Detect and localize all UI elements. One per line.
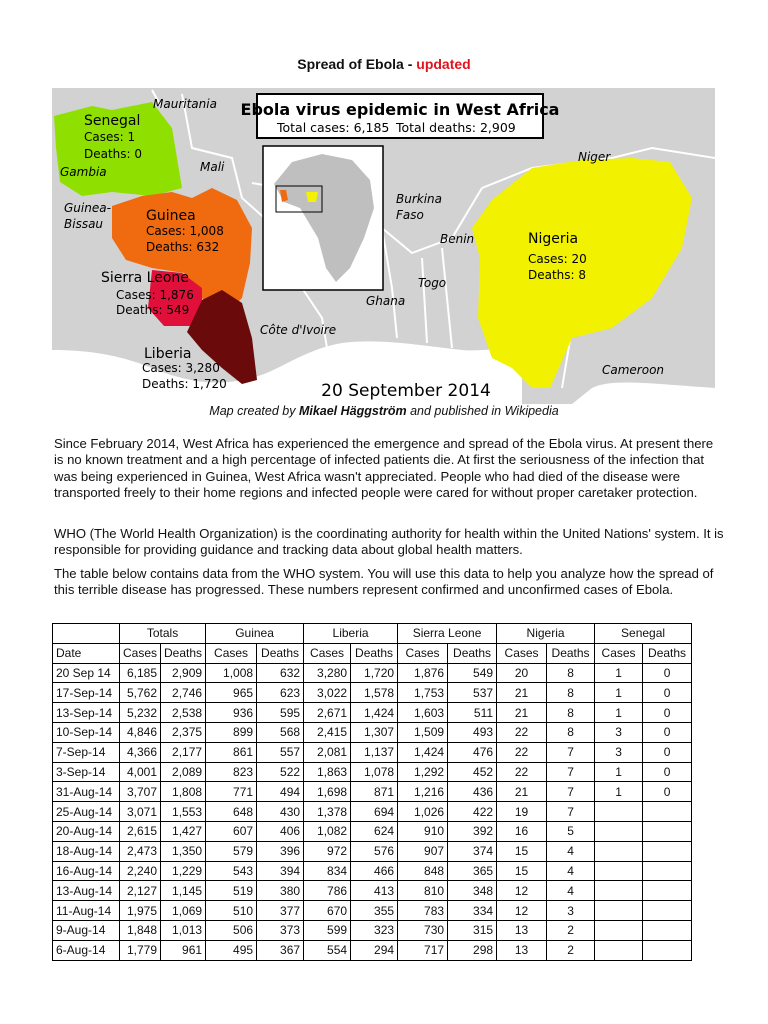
table-row	[53, 881, 692, 901]
value-cell: 1,026	[398, 802, 448, 822]
value-cell: 22	[497, 762, 547, 782]
value-cell: 495	[206, 940, 257, 960]
value-cell: 430	[257, 802, 304, 822]
value-cell: 1,779	[120, 940, 161, 960]
value-cell: 554	[304, 940, 351, 960]
updated-label: updated	[416, 56, 471, 72]
value-cell: 1,553	[161, 802, 206, 822]
table-column-header-row	[53, 643, 692, 663]
value-cell: 0	[643, 782, 692, 802]
value-cell: 4	[547, 881, 595, 901]
value-cell: 1,307	[351, 722, 398, 742]
value-cell: 2,473	[120, 841, 161, 861]
value-cell: 493	[448, 722, 497, 742]
value-cell: 899	[206, 722, 257, 742]
table-row	[53, 683, 692, 703]
value-cell: 1,427	[161, 821, 206, 841]
value-cell: 3	[547, 901, 595, 921]
table-row	[53, 762, 692, 782]
table-row	[53, 782, 692, 802]
table-row	[53, 841, 692, 861]
sierra-leone-deaths: Deaths: 549	[116, 303, 190, 317]
value-cell: 348	[448, 881, 497, 901]
value-cell	[595, 802, 643, 822]
value-cell: 599	[304, 920, 351, 940]
value-cell: 2,081	[304, 742, 351, 762]
value-cell: 3,071	[120, 802, 161, 822]
table-row	[53, 901, 692, 921]
cases-header: Cases	[304, 643, 351, 663]
date-cell: 17-Sep-14	[53, 683, 120, 703]
value-cell: 315	[448, 920, 497, 940]
group-header: Senegal	[595, 624, 692, 644]
date-cell: 16-Aug-14	[53, 861, 120, 881]
who-paragraph: WHO (The World Health Organization) is the coordinating authority for health within the United Nations' system. It is responsible for providing guidance and tracking data about global health matters.	[54, 526, 724, 558]
value-cell: 422	[448, 802, 497, 822]
value-cell: 834	[304, 861, 351, 881]
value-cell: 783	[398, 901, 448, 921]
deaths-header: Deaths	[351, 643, 398, 663]
group-header: Totals	[120, 624, 206, 644]
value-cell: 936	[206, 703, 257, 723]
date-cell: 18-Aug-14	[53, 841, 120, 861]
value-cell	[643, 841, 692, 861]
cases-header: Cases	[497, 643, 547, 663]
value-cell: 2,538	[161, 703, 206, 723]
intro-paragraph: Since February 2014, West Africa has experienced the emergence and spread of the Ebola virus. At present there is no known treatment and a high percentage of infected patients die. At first the seriousness of the infection that was being experienced in Guinea, West Africa wasn't appreciated. People who had died of the disease were transported freely to their home regions and infected people were cared for without proper caretaker protection.	[54, 436, 714, 501]
label-guinea-bissau-2: Bissau	[64, 217, 104, 231]
date-cell: 6-Aug-14	[53, 940, 120, 960]
date-cell: 9-Aug-14	[53, 920, 120, 940]
value-cell: 4	[547, 841, 595, 861]
value-cell: 7	[547, 782, 595, 802]
value-cell: 7	[547, 762, 595, 782]
value-cell: 786	[304, 881, 351, 901]
value-cell	[595, 881, 643, 901]
label-guinea-bissau-1: Guinea-	[64, 201, 111, 215]
group-header: Liberia	[304, 624, 398, 644]
table-row	[53, 703, 692, 723]
table-row	[53, 821, 692, 841]
label-cote: Côte d'Ivoire	[260, 323, 337, 337]
value-cell: 2	[547, 920, 595, 940]
value-cell	[643, 821, 692, 841]
value-cell: 670	[304, 901, 351, 921]
value-cell: 0	[643, 663, 692, 683]
value-cell: 2	[547, 940, 595, 960]
value-cell: 576	[351, 841, 398, 861]
value-cell: 22	[497, 722, 547, 742]
value-cell: 965	[206, 683, 257, 703]
value-cell: 355	[351, 901, 398, 921]
value-cell: 632	[257, 663, 304, 683]
value-cell: 549	[448, 663, 497, 683]
value-cell: 20	[497, 663, 547, 683]
value-cell: 1,424	[351, 703, 398, 723]
value-cell: 5,762	[120, 683, 161, 703]
value-cell: 771	[206, 782, 257, 802]
value-cell: 4,001	[120, 762, 161, 782]
epidemic-box-total-cases: Total cases: 6,185	[277, 120, 390, 135]
group-header: Nigeria	[497, 624, 595, 644]
value-cell: 476	[448, 742, 497, 762]
value-cell: 1	[595, 762, 643, 782]
value-cell: 1,848	[120, 920, 161, 940]
liberia-name: Liberia	[144, 346, 192, 362]
value-cell	[643, 881, 692, 901]
value-cell: 8	[547, 722, 595, 742]
date-cell: 20-Aug-14	[53, 821, 120, 841]
value-cell: 2,671	[304, 703, 351, 723]
value-cell: 823	[206, 762, 257, 782]
value-cell	[595, 901, 643, 921]
value-cell: 12	[497, 901, 547, 921]
value-cell: 377	[257, 901, 304, 921]
value-cell: 394	[257, 861, 304, 881]
value-cell: 1,292	[398, 762, 448, 782]
value-cell: 2,089	[161, 762, 206, 782]
value-cell: 519	[206, 881, 257, 901]
value-cell: 436	[448, 782, 497, 802]
value-cell: 8	[547, 663, 595, 683]
map-credit: Map created by Mikael Häggström and published in Wikipedia	[209, 404, 559, 418]
value-cell: 1,603	[398, 703, 448, 723]
cases-header: Cases	[595, 643, 643, 663]
value-cell	[595, 920, 643, 940]
value-cell: 2,375	[161, 722, 206, 742]
value-cell: 579	[206, 841, 257, 861]
map-author: Mikael Häggström	[298, 404, 407, 418]
label-togo: Togo	[418, 276, 447, 290]
table-row	[53, 802, 692, 822]
value-cell: 5	[547, 821, 595, 841]
label-niger: Niger	[578, 150, 611, 164]
value-cell	[595, 841, 643, 861]
value-cell: 717	[398, 940, 448, 960]
value-cell: 4	[547, 861, 595, 881]
value-cell: 4,846	[120, 722, 161, 742]
senegal-name: Senegal	[84, 113, 141, 129]
label-burkina-1: Burkina	[396, 192, 443, 206]
value-cell: 3,280	[304, 663, 351, 683]
value-cell: 2,415	[304, 722, 351, 742]
value-cell: 810	[398, 881, 448, 901]
page-title: Spread of Ebola - updated	[297, 56, 471, 72]
value-cell: 15	[497, 861, 547, 881]
value-cell: 1,509	[398, 722, 448, 742]
label-cameroon: Cameroon	[602, 363, 665, 377]
value-cell: 380	[257, 881, 304, 901]
value-cell: 511	[448, 703, 497, 723]
table-row	[53, 861, 692, 881]
value-cell: 22	[497, 742, 547, 762]
value-cell: 730	[398, 920, 448, 940]
value-cell: 334	[448, 901, 497, 921]
value-cell: 1,008	[206, 663, 257, 683]
value-cell: 2,909	[161, 663, 206, 683]
value-cell: 294	[351, 940, 398, 960]
guinea-deaths: Deaths: 632	[146, 240, 220, 254]
value-cell: 1,424	[398, 742, 448, 762]
value-cell: 2,127	[120, 881, 161, 901]
guinea-name: Guinea	[146, 208, 196, 224]
value-cell	[643, 802, 692, 822]
value-cell: 1,013	[161, 920, 206, 940]
epidemic-box-total-deaths: Total deaths: 2,909	[396, 120, 516, 135]
label-mali: Mali	[200, 160, 225, 174]
value-cell: 972	[304, 841, 351, 861]
value-cell: 392	[448, 821, 497, 841]
value-cell: 871	[351, 782, 398, 802]
value-cell: 21	[497, 703, 547, 723]
value-cell: 0	[643, 683, 692, 703]
epidemic-box-title: Ebola virus epidemic in West Africa	[240, 100, 560, 119]
value-cell: 6,185	[120, 663, 161, 683]
value-cell: 961	[161, 940, 206, 960]
value-cell: 1,216	[398, 782, 448, 802]
value-cell: 694	[351, 802, 398, 822]
value-cell: 506	[206, 920, 257, 940]
table-row	[53, 920, 692, 940]
value-cell: 1,720	[351, 663, 398, 683]
value-cell: 323	[351, 920, 398, 940]
value-cell: 21	[497, 782, 547, 802]
deaths-header: Deaths	[547, 643, 595, 663]
table-group-header-row	[53, 624, 692, 644]
value-cell: 1	[595, 703, 643, 723]
deaths-header: Deaths	[257, 643, 304, 663]
value-cell: 595	[257, 703, 304, 723]
header-blank-cell	[53, 624, 120, 644]
value-cell: 13	[497, 920, 547, 940]
nigeria-deaths: Deaths: 8	[528, 268, 587, 282]
liberia-deaths: Deaths: 1,720	[142, 377, 227, 391]
value-cell: 0	[643, 703, 692, 723]
ebola-data-table	[52, 623, 692, 961]
value-cell: 1,753	[398, 683, 448, 703]
value-cell: 607	[206, 821, 257, 841]
label-ghana: Ghana	[366, 294, 406, 308]
value-cell: 8	[547, 703, 595, 723]
value-cell	[595, 861, 643, 881]
date-cell: 11-Aug-14	[53, 901, 120, 921]
date-cell: 25-Aug-14	[53, 802, 120, 822]
cases-header: Cases	[120, 643, 161, 663]
value-cell: 1,082	[304, 821, 351, 841]
date-cell: 13-Sep-14	[53, 703, 120, 723]
value-cell: 1,145	[161, 881, 206, 901]
value-cell: 7	[547, 742, 595, 762]
value-cell: 0	[643, 722, 692, 742]
value-cell: 510	[206, 901, 257, 921]
nigeria-cases: Cases: 20	[528, 252, 587, 266]
group-header: Guinea	[206, 624, 304, 644]
value-cell	[643, 940, 692, 960]
value-cell: 16	[497, 821, 547, 841]
nigeria-name: Nigeria	[528, 231, 579, 247]
date-cell: 20 Sep 14	[53, 663, 120, 683]
value-cell: 396	[257, 841, 304, 861]
value-cell	[643, 861, 692, 881]
label-burkina-2: Faso	[396, 208, 424, 222]
ebola-map	[52, 88, 715, 404]
value-cell: 2,746	[161, 683, 206, 703]
value-cell: 2,177	[161, 742, 206, 762]
date-cell: 7-Sep-14	[53, 742, 120, 762]
table-row	[53, 940, 692, 960]
value-cell: 1,137	[351, 742, 398, 762]
table-row	[53, 742, 692, 762]
value-cell: 3	[595, 742, 643, 762]
value-cell: 2,615	[120, 821, 161, 841]
value-cell: 374	[448, 841, 497, 861]
value-cell: 0	[643, 742, 692, 762]
value-cell: 1,229	[161, 861, 206, 881]
value-cell: 1,808	[161, 782, 206, 802]
value-cell	[643, 920, 692, 940]
value-cell: 298	[448, 940, 497, 960]
label-mauritania: Mauritania	[153, 97, 217, 111]
value-cell: 3,707	[120, 782, 161, 802]
value-cell: 3,022	[304, 683, 351, 703]
value-cell: 21	[497, 683, 547, 703]
value-cell: 1,078	[351, 762, 398, 782]
date-cell: 31-Aug-14	[53, 782, 120, 802]
value-cell: 907	[398, 841, 448, 861]
value-cell: 452	[448, 762, 497, 782]
value-cell: 5,232	[120, 703, 161, 723]
value-cell: 12	[497, 881, 547, 901]
liberia-cases: Cases: 3,280	[142, 361, 220, 375]
value-cell: 7	[547, 802, 595, 822]
value-cell: 568	[257, 722, 304, 742]
value-cell: 522	[257, 762, 304, 782]
value-cell: 848	[398, 861, 448, 881]
deaths-header: Deaths	[643, 643, 692, 663]
value-cell: 406	[257, 821, 304, 841]
value-cell: 1,378	[304, 802, 351, 822]
date-cell: 3-Sep-14	[53, 762, 120, 782]
date-cell: 10-Sep-14	[53, 722, 120, 742]
date-cell: 13-Aug-14	[53, 881, 120, 901]
value-cell: 8	[547, 683, 595, 703]
value-cell: 3	[595, 722, 643, 742]
label-benin: Benin	[440, 232, 475, 246]
value-cell: 910	[398, 821, 448, 841]
table-row	[53, 663, 692, 683]
value-cell: 1	[595, 782, 643, 802]
senegal-deaths: Deaths: 0	[84, 147, 143, 161]
value-cell: 413	[351, 881, 398, 901]
value-cell: 15	[497, 841, 547, 861]
value-cell: 1	[595, 663, 643, 683]
value-cell: 365	[448, 861, 497, 881]
value-cell: 2,240	[120, 861, 161, 881]
sierra-leone-cases: Cases: 1,876	[116, 288, 194, 302]
value-cell: 648	[206, 802, 257, 822]
value-cell: 1,350	[161, 841, 206, 861]
value-cell: 624	[351, 821, 398, 841]
value-cell: 1	[595, 683, 643, 703]
cases-header: Cases	[206, 643, 257, 663]
guinea-cases: Cases: 1,008	[146, 224, 224, 238]
date-header: Date	[53, 643, 120, 663]
table-row	[53, 722, 692, 742]
value-cell: 1,876	[398, 663, 448, 683]
value-cell: 623	[257, 683, 304, 703]
value-cell: 466	[351, 861, 398, 881]
value-cell	[595, 940, 643, 960]
value-cell: 1,863	[304, 762, 351, 782]
deaths-header: Deaths	[448, 643, 497, 663]
label-gambia: Gambia	[60, 165, 107, 179]
value-cell: 1,069	[161, 901, 206, 921]
value-cell: 19	[497, 802, 547, 822]
value-cell: 557	[257, 742, 304, 762]
value-cell	[595, 821, 643, 841]
map-date: 20 September 2014	[321, 381, 491, 401]
group-header: Sierra Leone	[398, 624, 497, 644]
value-cell: 4,366	[120, 742, 161, 762]
cases-header: Cases	[398, 643, 448, 663]
value-cell: 1,698	[304, 782, 351, 802]
value-cell: 1,975	[120, 901, 161, 921]
value-cell: 13	[497, 940, 547, 960]
value-cell: 861	[206, 742, 257, 762]
value-cell: 0	[643, 762, 692, 782]
value-cell: 367	[257, 940, 304, 960]
value-cell: 373	[257, 920, 304, 940]
value-cell: 494	[257, 782, 304, 802]
senegal-cases: Cases: 1	[84, 130, 136, 144]
deaths-header: Deaths	[161, 643, 206, 663]
value-cell: 537	[448, 683, 497, 703]
value-cell: 1,578	[351, 683, 398, 703]
value-cell	[643, 901, 692, 921]
sierra-leone-name: Sierra Leone	[101, 270, 189, 286]
table-intro-paragraph: The table below contains data from the WHO system. You will use this data to help you analyze how the spread of this terrible disease has progressed. These numbers represent confirmed and unconfirmed cases of Ebola.	[54, 566, 714, 598]
value-cell: 543	[206, 861, 257, 881]
